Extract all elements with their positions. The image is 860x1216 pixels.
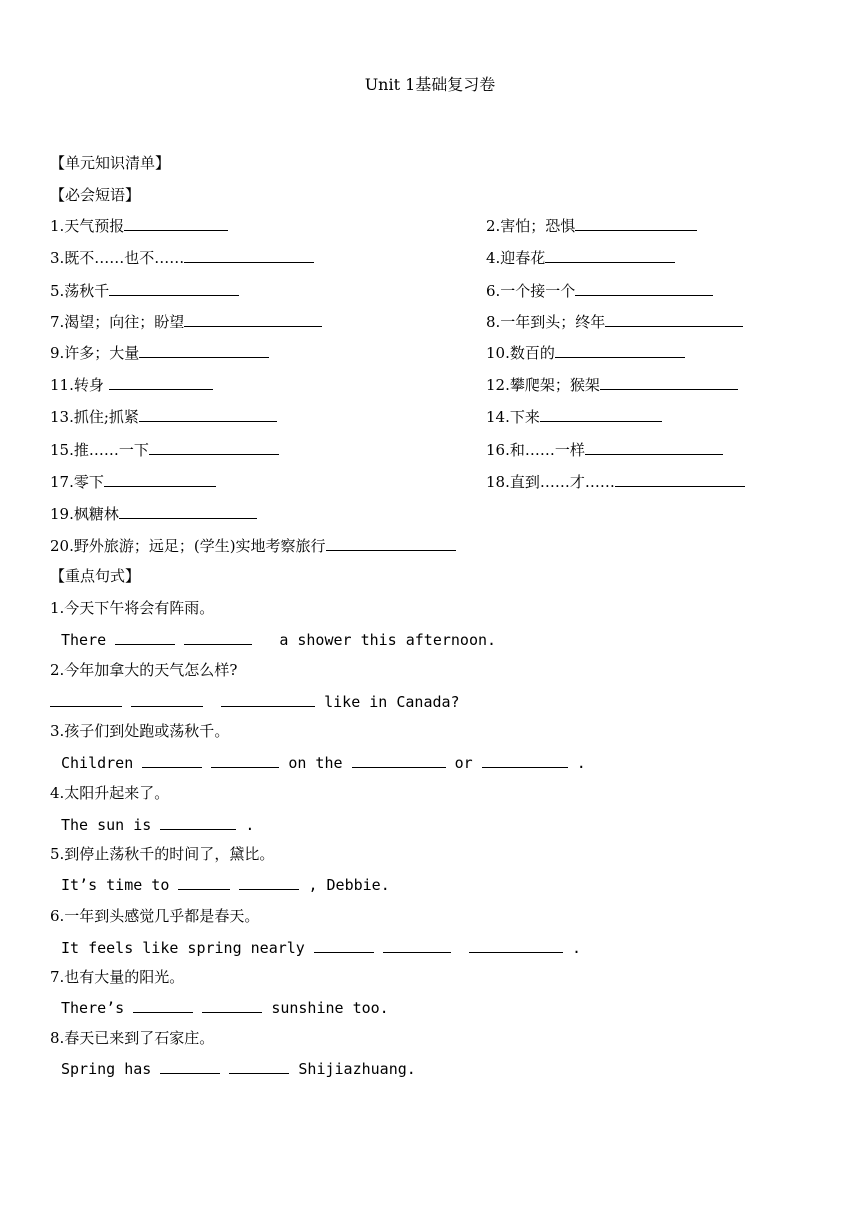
answer-blank[interactable]: [326, 536, 456, 551]
phrase-item: [50, 472, 216, 492]
phrase-item: [50, 375, 213, 395]
phrase-item: [50, 248, 314, 268]
answer-blank[interactable]: [605, 312, 743, 327]
answer-blank[interactable]: [184, 630, 252, 645]
answer-blank[interactable]: [119, 504, 257, 519]
sentence-cn: 8.春天已来到了石家庄。: [50, 1029, 215, 1047]
sentence-en: Children on the or .: [61, 754, 586, 772]
sentence-en: There’s sunshine too.: [61, 999, 389, 1017]
phrase-item: [486, 407, 662, 427]
answer-blank[interactable]: [202, 998, 262, 1013]
answer-blank[interactable]: [239, 875, 299, 890]
phrase-item: [486, 281, 713, 301]
sentence-en: It feels like spring nearly .: [61, 939, 582, 957]
phrase-label: 17.零下: [50, 473, 104, 491]
phrase-label: 4.迎春花: [486, 249, 546, 267]
sentence-en: The sun is .: [61, 816, 255, 834]
answer-blank[interactable]: [615, 472, 745, 487]
answer-blank[interactable]: [50, 692, 122, 707]
answer-blank[interactable]: [469, 938, 563, 953]
answer-blank[interactable]: [109, 281, 239, 296]
phrase-label: 18.直到……才……: [486, 473, 615, 491]
answer-blank[interactable]: [314, 938, 374, 953]
answer-blank[interactable]: [383, 938, 451, 953]
answer-blank[interactable]: [184, 312, 322, 327]
answer-blank[interactable]: [160, 1059, 220, 1074]
phrase-item: [486, 375, 738, 395]
answer-blank[interactable]: [142, 753, 202, 768]
phrase-label: 5.荡秋千: [50, 282, 110, 300]
sentence-cn: 3.孩子们到处跑或荡秋千。: [50, 722, 230, 740]
phrase-label: 20.野外旅游；远足；(学生)实地考察旅行: [50, 537, 326, 555]
phrase-item: [50, 504, 257, 524]
answer-blank[interactable]: [160, 815, 236, 830]
phrase-label: 13.抓住;抓紧: [50, 408, 139, 426]
phrase-label: 12.攀爬架；猴架: [486, 376, 600, 394]
sentence-cn: 6.一年到头感觉几乎都是春天。: [50, 907, 260, 925]
phrase-item: [50, 440, 279, 460]
phrase-label: 10.数百的: [486, 344, 555, 362]
answer-blank[interactable]: [133, 998, 193, 1013]
answer-blank[interactable]: [600, 375, 738, 390]
sentence-en: Spring has Shijiazhuang.: [61, 1060, 416, 1078]
phrase-label: 1.天气预报: [50, 217, 125, 235]
page-title: Unit 1基础复习卷: [364, 75, 496, 94]
answer-blank[interactable]: [352, 753, 446, 768]
sentence-cn: 2.今年加拿大的天气怎么样?: [50, 661, 238, 679]
phrase-label: 15.推……一下: [50, 441, 149, 459]
answer-blank[interactable]: [229, 1059, 289, 1074]
sentence-en: like in Canada?: [50, 692, 460, 712]
answer-blank[interactable]: [555, 343, 685, 358]
section-heading-phrases: 【必会短语】: [50, 186, 141, 204]
phrase-label: 11.转身: [50, 376, 104, 394]
answer-blank[interactable]: [109, 375, 213, 390]
phrase-item: [50, 216, 228, 236]
sentence-cn: 4.太阳升起来了。: [50, 784, 170, 802]
phrase-item: [486, 440, 723, 460]
sentence-en: There a shower this afternoon.: [61, 631, 497, 649]
answer-blank[interactable]: [139, 343, 269, 358]
phrase-item: [486, 312, 743, 332]
answer-blank[interactable]: [124, 216, 228, 231]
answer-blank[interactable]: [131, 692, 203, 707]
sentence-cn: 5.到停止荡秋千的时间了，黛比。: [50, 845, 275, 863]
answer-blank[interactable]: [149, 440, 279, 455]
phrase-item: [50, 536, 456, 556]
section-heading-knowledge: 【单元知识清单】: [50, 154, 171, 172]
sentence-cn: 1.今天下午将会有阵雨。: [50, 599, 215, 617]
phrase-item: [486, 472, 745, 492]
phrase-item: [50, 281, 239, 301]
answer-blank[interactable]: [482, 753, 568, 768]
phrase-label: 8.一年到头；终年: [486, 313, 606, 331]
answer-blank[interactable]: [575, 216, 697, 231]
answer-blank[interactable]: [211, 753, 279, 768]
phrase-item: [486, 248, 675, 268]
phrase-label: 7.渴望；向往；盼望: [50, 313, 185, 331]
sentence-en: It’s time to , Debbie.: [61, 876, 390, 894]
phrase-item: [486, 343, 685, 363]
phrase-label: 14.下来: [486, 408, 540, 426]
phrase-label: 19.枫糖林: [50, 505, 119, 523]
answer-blank[interactable]: [540, 407, 662, 422]
answer-blank[interactable]: [184, 248, 314, 263]
phrase-label: 6.一个接一个: [486, 282, 576, 300]
answer-blank[interactable]: [575, 281, 713, 296]
phrase-label: 9.许多；大量: [50, 344, 140, 362]
answer-blank[interactable]: [221, 692, 315, 707]
phrase-item: [50, 343, 269, 363]
section-heading-sentences: 【重点句式】: [50, 567, 141, 585]
answer-blank[interactable]: [139, 407, 277, 422]
answer-blank[interactable]: [104, 472, 216, 487]
phrase-label: 2.害怕；恐惧: [486, 217, 576, 235]
phrase-item: [50, 407, 277, 427]
phrase-item: [50, 312, 322, 332]
phrase-label: 16.和……一样: [486, 441, 585, 459]
phrase-item: [486, 216, 697, 236]
sentence-cn: 7.也有大量的阳光。: [50, 968, 185, 986]
phrase-label: 3.既不……也不……: [50, 249, 185, 267]
answer-blank[interactable]: [115, 630, 175, 645]
answer-blank[interactable]: [545, 248, 675, 263]
answer-blank[interactable]: [585, 440, 723, 455]
answer-blank[interactable]: [178, 875, 230, 890]
